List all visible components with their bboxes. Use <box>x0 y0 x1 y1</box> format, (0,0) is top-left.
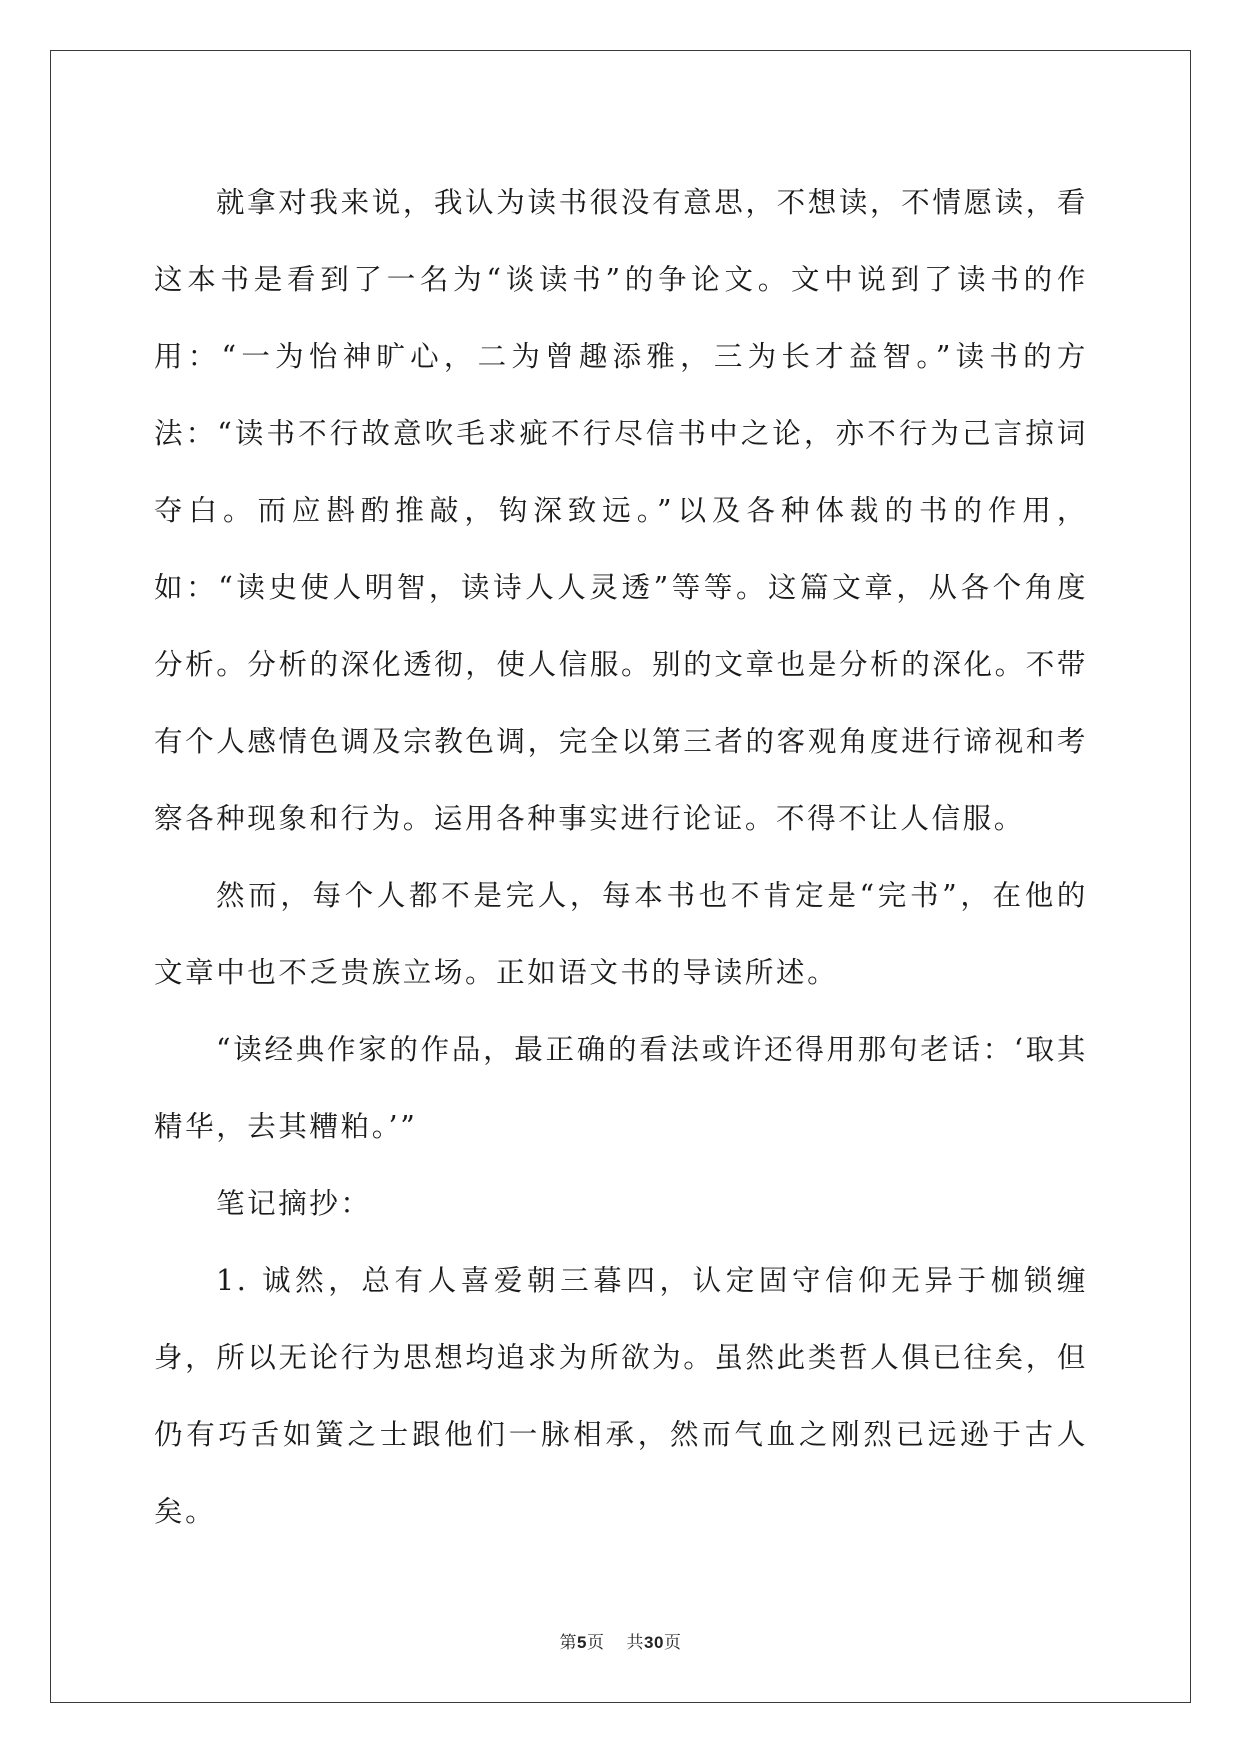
document-body <box>154 164 1088 1550</box>
footer-page-suffix: 页 <box>587 1633 605 1653</box>
footer-prefix: 第 <box>559 1633 578 1653</box>
footer-total-suffix: 页 <box>663 1633 682 1653</box>
paragraph-1: 就拿对我来说，我认为读书很没有意思，不想读，不情愿读，看这本书是看到了一名为“谈读书”的争论文。文中说到了读书的作用：“一为怡神旷心，二为曾趣添雅，三为长才益智。”读书的方法：“读书不行故意吹毛求疵不行尽信书中之论，亦不行为己言掠词夺白。而应斟酌推敲，钩深致远。”以及各种体裁的书的作用，如：“读史使人明智，读诗人人灵透”等等。这篇文章，从各个角度分析。分析的深化透彻，使人信服。别的文章也是分析的深化。不带有个人感情色调及宗教色调，完全以第三者的客观角度进行谛视和考察各种现象和行为。运用各种事实进行论证。不得不让人信服。 <box>154 186 1088 835</box>
paragraph-2: 然而，每个人都不是完人，每本书也不肯定是“完书”，在他的文章中也不乏贵族立场。正如语文书的导读所述。 <box>154 879 1088 989</box>
paragraph-3: “读经典作家的作品，最正确的看法或许还得用那句老话：‘取其精华，去其糟粕。’” <box>154 1033 1088 1143</box>
page-footer <box>0 1628 1241 1653</box>
paragraph-5: 1. 诚然，总有人喜爱朝三暮四，认定固守信仰无异于枷锁缠身，所以无论行为思想均追求为所欲为。虽然此类哲人俱已往矣，但仍有巧舌如簧之士跟他们一脉相承，然而气血之刚烈已远逊于古人矣。 <box>154 1264 1088 1528</box>
paragraph-4: 笔记摘抄： <box>216 1187 372 1220</box>
total-page-count: 30 <box>644 1633 664 1652</box>
footer-total-prefix: 共 <box>626 1633 645 1653</box>
current-page-number: 5 <box>577 1633 588 1652</box>
